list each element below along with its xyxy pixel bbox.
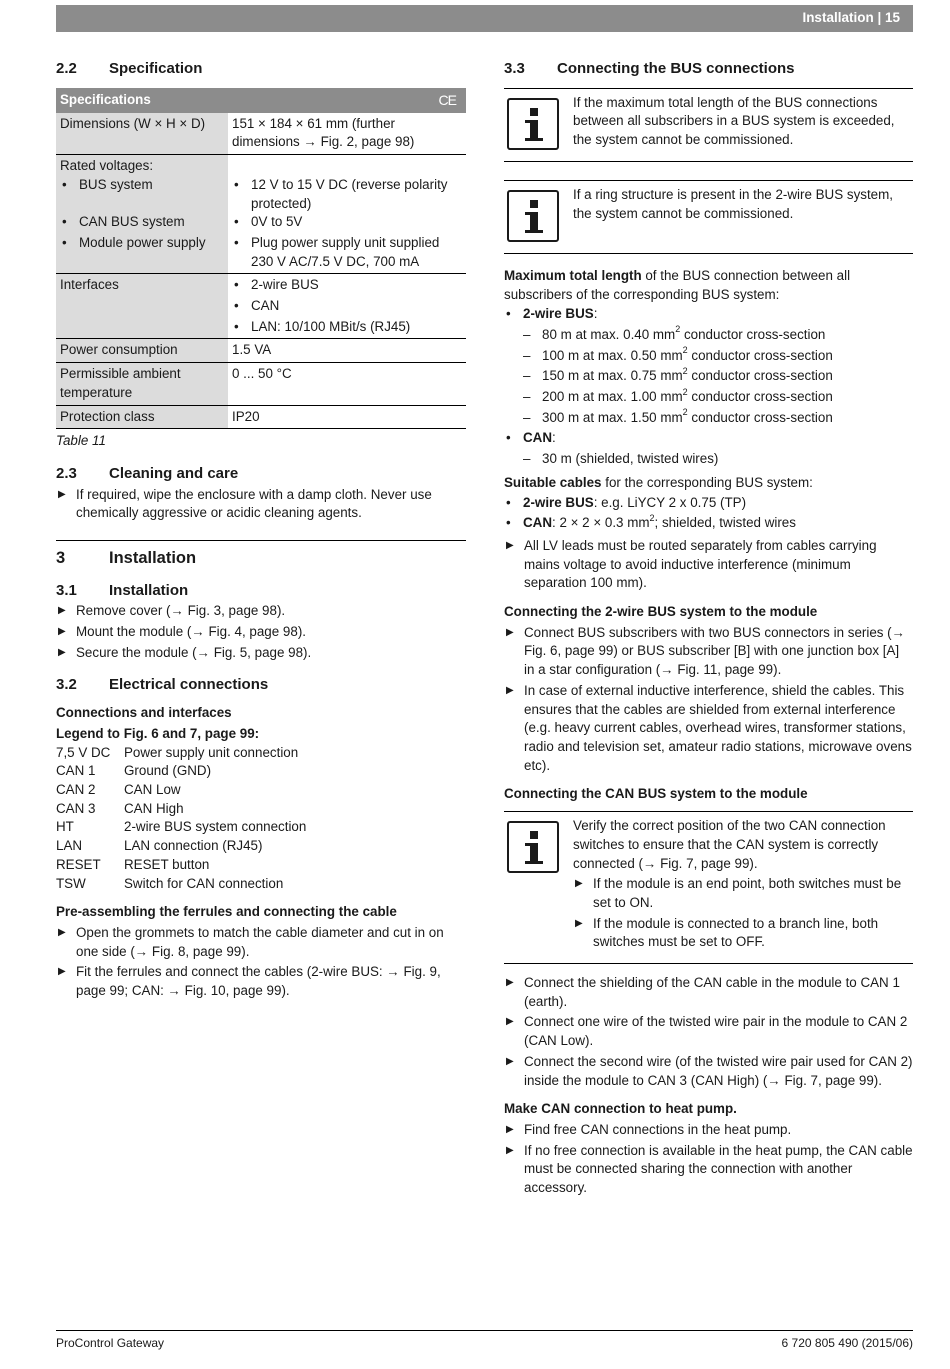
superscript: 2: [649, 512, 655, 523]
section-title: Connecting the BUS connections: [557, 60, 795, 77]
rated-voltages-value: [228, 155, 466, 214]
cable-bold: 2-wire BUS: [523, 494, 594, 510]
section-2-3-heading: [56, 465, 466, 484]
length-item: [504, 409, 913, 428]
install-step: ▶ Remove cover (→ Fig. 3, page 98).: [56, 602, 466, 621]
info-box: [504, 88, 913, 162]
dimensions-label: Dimensions (W × H × D): [56, 113, 228, 155]
power-consumption-label: Power consumption: [56, 339, 228, 363]
section-number: 2.3: [56, 464, 77, 482]
cable-item: [504, 494, 913, 513]
footer-docnum: 6 720 805 490 (2015/06): [781, 1336, 913, 1350]
legend-value: Power supply unit connection: [124, 744, 299, 760]
spec-table-title: Specifications: [60, 91, 151, 107]
section-number: 3.2: [56, 675, 77, 693]
info-icon: [507, 190, 559, 242]
section-3-1-heading: [56, 582, 466, 601]
max-length-intro: [504, 267, 913, 304]
section-divider: [56, 540, 466, 541]
bus-system-value: • 12 V to 15 V DC (reverse polarity protected): [232, 176, 463, 213]
info-box: [504, 180, 913, 254]
module-power-label: • Module power supply: [60, 234, 225, 253]
ferrule-step: ▶ Open the grommets to match the cable diameter and cut in on one side (→ Fig. 8, page 99).: [56, 924, 466, 961]
section-3-2-heading: [56, 676, 466, 695]
legend-value: LAN connection (RJ45): [124, 838, 263, 854]
info-text: If a ring structure is present in the 2-wire BUS system, the system cannot be commissioned.: [573, 186, 894, 221]
protection-class-label: Protection class: [56, 405, 228, 429]
length-text: 100 m at max. 0.50 mm: [542, 347, 683, 363]
section-number: 3: [56, 549, 66, 568]
cables-text: for the corresponding BUS system:: [601, 474, 813, 490]
can-length: – 30 m (shielded, twisted wires): [504, 450, 913, 469]
section-title: Installation: [109, 549, 197, 568]
superscript: 2: [682, 365, 688, 376]
heatpump-step: ▶ If no free connection is available in the heat pump, the CAN cable must be connected sharing the connection with another accessory.: [504, 1142, 913, 1198]
footer-product: ProControl Gateway: [56, 1336, 165, 1350]
protection-class-value: IP20: [228, 405, 466, 429]
spec-table-header: [56, 88, 466, 113]
module-power-value-cell: [228, 232, 466, 274]
install-step: ▶ Mount the module (→ Fig. 4, page 98).: [56, 623, 466, 642]
interface-item: • CAN: [232, 297, 463, 316]
legend-value: CAN Low: [124, 782, 181, 798]
subheading: Connecting the CAN BUS system to the module: [504, 786, 808, 802]
bus2-item: [504, 305, 913, 324]
legend-key: LAN: [56, 838, 83, 854]
table-caption: Table 11: [56, 433, 106, 449]
bus2-label: 2-wire BUS: [523, 306, 594, 322]
bus-length-list: [504, 305, 913, 324]
info-text: If the maximum total length of the BUS connections between all subscribers in a BUS system is exceeded, the system cannot be commissioned.: [573, 94, 895, 148]
superscript: 2: [682, 386, 688, 397]
section-title: Specification: [109, 60, 203, 77]
subheading: Connections and interfaces: [56, 705, 232, 721]
length-suffix: conductor cross-section: [687, 347, 833, 363]
can-bus-value: • 0V to 5V: [232, 213, 463, 232]
module-power-cell: [56, 232, 228, 274]
section-title: Electrical connections: [109, 675, 269, 693]
legend-key: TSW: [56, 875, 86, 891]
interface-item: • 2-wire BUS: [232, 276, 463, 295]
superscript: 2: [682, 345, 688, 356]
info-content: [573, 817, 913, 952]
length-suffix: conductor cross-section: [680, 326, 826, 342]
can-length-list: [504, 429, 913, 448]
info-icon: [507, 821, 559, 873]
spec-table: [56, 88, 466, 430]
header-bar: [56, 5, 913, 32]
switch-step: ▶ If the module is an end point, both switches must be set to ON.: [573, 875, 913, 912]
legend-value: Switch for CAN connection: [124, 875, 284, 891]
rated-label: Rated voltages:: [60, 158, 154, 174]
info-icon: [507, 98, 559, 150]
legend-value: CAN High: [124, 800, 184, 816]
legend-key: CAN 1: [56, 763, 96, 779]
switch-step: ▶ If the module is connected to a branch line, both switches must be set to OFF.: [573, 915, 913, 952]
install-step: ▶ Secure the module (→ Fig. 5, page 98).: [56, 644, 466, 663]
section-number: 2.2: [56, 60, 77, 77]
section-3-3-heading: [504, 60, 913, 79]
can-label: CAN: [523, 430, 553, 446]
ferrule-step: ▶ Fit the ferrules and connect the cables (2-wire BUS: → Fig. 9, page 99; CAN: → Fig. 10, page 99).: [56, 963, 466, 1000]
heatpump-step: ▶ Find free CAN connections in the heat pump.: [504, 1121, 913, 1140]
ambient-temp-label: Permissible ambient temperature: [56, 363, 228, 405]
cables-intro: [504, 474, 913, 493]
legend-value: Ground (GND): [124, 763, 212, 779]
can-item: [504, 429, 913, 448]
length-text: 200 m at max. 1.00 mm: [542, 389, 683, 405]
legend-value: RESET button: [124, 856, 210, 872]
cable-text: : e.g. LiYCY 2 x 0.75 (TP): [593, 494, 747, 510]
legend-value: 2-wire BUS system connection: [124, 819, 307, 835]
lv-step: ▶ All LV leads must be routed separately from cables carrying mains voltage to avoid inductive interference (minimum separation 100 mm).: [504, 537, 913, 593]
length-suffix: conductor cross-section: [687, 409, 833, 425]
cables-bold: Suitable cables: [504, 474, 602, 490]
section-number: 3.1: [56, 581, 77, 599]
legend-key: 7,5 V DC: [56, 744, 111, 760]
cable-list: [504, 494, 913, 533]
superscript: 2: [675, 324, 681, 335]
dimensions-value: 151 × 184 × 61 mm (further dimensions → Fig. 2, page 98): [232, 115, 415, 150]
cable-item: [504, 514, 913, 533]
length-suffix: conductor cross-section: [687, 389, 833, 405]
subheading: Connecting the 2-wire BUS system to the module: [504, 604, 818, 620]
subheading: Make CAN connection to heat pump.: [504, 1101, 737, 1117]
can-bus-cell: [56, 213, 228, 232]
section-3-heading: [56, 549, 466, 568]
wire-step: ▶ Connect BUS subscribers with two BUS connectors in series (→ Fig. 6, page 99) or BUS subscriber [B] with one junction box [A] in a star configuration (→ Fig. 11, page 99).: [504, 624, 913, 680]
footer-divider: [56, 1330, 913, 1331]
can-step: ▶ Connect the shielding of the CAN cable in the module to CAN 1 (earth).: [504, 974, 913, 1011]
legend-key: RESET: [56, 856, 101, 872]
section-2-2-heading: [56, 60, 466, 79]
power-consumption-value: 1.5 VA: [228, 339, 466, 363]
cleaning-step: ▶ If required, wipe the enclosure with a damp cloth. Never use chemically aggressive or acidic cleaning agents.: [56, 486, 466, 523]
header-title: Installation | 15: [802, 10, 900, 25]
bus-system-label: • BUS system: [60, 176, 225, 195]
length-text: 300 m at max. 1.50 mm: [542, 409, 683, 425]
module-power-value: • Plug power supply unit supplied 230 V AC/7.5 V DC, 700 mA: [232, 234, 463, 271]
legend-key: CAN 2: [56, 782, 96, 798]
interface-item: • LAN: 10/100 MBit/s (RJ45): [232, 318, 463, 337]
colon-text: :: [552, 430, 556, 446]
ce-mark-icon: CE: [438, 91, 456, 108]
length-item: [504, 367, 913, 386]
cable-bold: CAN: [523, 515, 553, 531]
can-step: ▶ Connect one wire of the twisted wire pair in the module to CAN 2 (CAN Low).: [504, 1013, 913, 1050]
right-column: [504, 60, 913, 1198]
section-number: 3.3: [504, 60, 525, 77]
can-step: ▶ Connect the second wire (of the twisted wire pair used for CAN 2) inside the module to CAN 3 (CAN High) (→ Fig. 7, page 99).: [504, 1053, 913, 1090]
can-bus-value-cell: [228, 213, 466, 232]
length-item: [504, 388, 913, 407]
wire-step: ▶ In case of external inductive interference, shield the cables. This ensures that the cables are shielded from external interference (e.g. heavy current cables, overhead wires, transformer stations, radio and television set, amateur radio stations, microwave ovens etc).: [504, 682, 913, 776]
cable-text-suffix: ; shielded, twisted wires: [654, 515, 796, 531]
subheading: Legend to Fig. 6 and 7, page 99:: [56, 725, 260, 741]
section-title: Installation: [109, 581, 189, 599]
cable-text: : 2 × 2 × 0.3 mm: [552, 515, 650, 531]
superscript: 2: [682, 407, 688, 418]
ambient-temp-value: 0 ... 50 °C: [228, 363, 466, 405]
rated-voltages-label: [56, 155, 228, 214]
info-box: [504, 811, 913, 964]
max-length-text: of the BUS connection between all subscribers of the corresponding BUS system:: [504, 267, 851, 302]
interfaces-label: Interfaces: [56, 274, 228, 339]
info-text: Verify the correct position of the two CAN connection switches to ensure that the CAN system is correctly connected (→ Fig. 7, page 99).: [573, 818, 886, 871]
left-column: [56, 60, 466, 1001]
legend-list: [56, 744, 466, 894]
legend-key: HT: [56, 819, 74, 835]
legend-key: CAN 3: [56, 800, 96, 816]
can-bus-label: • CAN BUS system: [60, 213, 225, 232]
section-title: Cleaning and care: [109, 464, 239, 482]
length-suffix: conductor cross-section: [687, 368, 833, 384]
max-length-bold: Maximum total length: [504, 267, 642, 283]
length-text: 150 m at max. 0.75 mm: [542, 368, 683, 384]
interfaces-value: [228, 274, 466, 339]
colon-text: :: [593, 306, 598, 322]
length-item: [504, 326, 913, 345]
length-item: [504, 347, 913, 366]
length-text: 80 m at max. 0.40 mm: [542, 326, 676, 342]
subheading: Pre-assembling the ferrules and connecting the cable: [56, 904, 397, 920]
